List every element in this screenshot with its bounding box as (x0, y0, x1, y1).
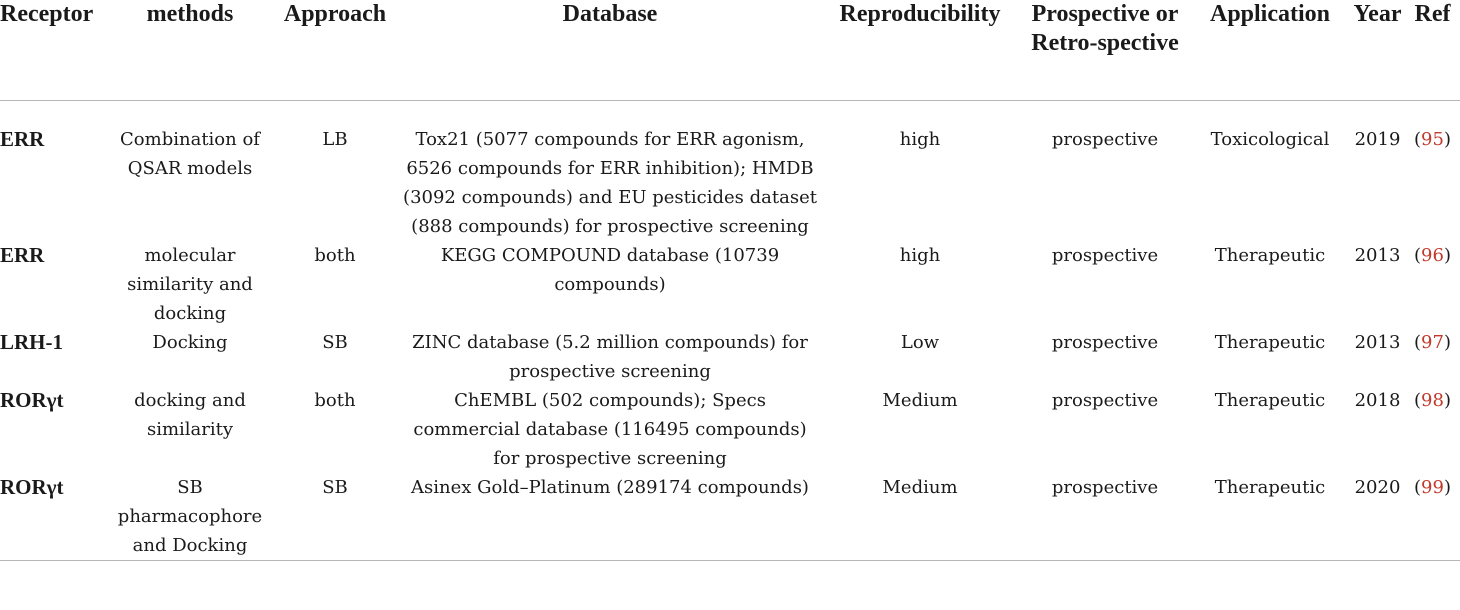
cell-ref: (99) (1405, 473, 1460, 561)
ref-link[interactable]: 96 (1421, 245, 1444, 266)
cell-database: KEGG COMPOUND database (10739 compounds) (440, 245, 780, 295)
header-year: Year (1350, 0, 1405, 101)
cell-application: Therapeutic (1190, 473, 1350, 561)
cell-application: Therapeutic (1214, 390, 1326, 411)
cell-receptor: ERR (0, 127, 45, 151)
table-row (0, 101, 1460, 242)
table-row (0, 386, 1460, 473)
table-row (0, 328, 1460, 386)
cell-reproducibility: high (899, 129, 941, 150)
cell-reproducibility: high (899, 245, 941, 266)
cell-approach: both (314, 245, 356, 266)
cell-prospective: prospective (1051, 129, 1159, 150)
cell-methods: Docking (152, 332, 228, 353)
cell-database: Tox21 (5077 compounds for ERR agonism, 6526 compounds for ERR inhibition); HMDB (3092 compounds) and EU pesticides dataset (888 compounds) for prospective screening (403, 129, 817, 237)
cell-methods: Combination of QSAR models (120, 129, 260, 179)
ref-link[interactable]: 98 (1421, 390, 1444, 411)
cell-prospective: prospective (1051, 332, 1159, 353)
cell-reproducibility: Medium (882, 390, 958, 411)
cell-application: Therapeutic (1214, 245, 1326, 266)
cell-methods: molecular similarity and docking (127, 245, 253, 324)
header-row (0, 0, 1460, 101)
cell-year: 2020 (1350, 473, 1405, 561)
header-application: Application (1190, 0, 1350, 101)
ref-link[interactable]: 97 (1421, 332, 1444, 353)
header-prospective: Prospective or Retro-spective (1020, 0, 1190, 101)
header-methods: methods (110, 0, 270, 101)
cell-database: ChEMBL (502 compounds); Specs commercial database (116495 compounds) for prospective screening (413, 390, 807, 469)
cell-ref: (96) (1414, 245, 1451, 266)
cell-ref: (98) (1414, 390, 1451, 411)
header-reproducibility: Reproducibility (820, 0, 1020, 101)
cell-prospective: prospective (1051, 245, 1159, 266)
cell-approach: SB (270, 473, 400, 561)
header-database: Database (400, 0, 820, 101)
cell-receptor: RORγt (0, 388, 64, 412)
cell-reproducibility: Medium (820, 473, 1020, 561)
cell-methods: docking and similarity (134, 390, 246, 440)
cell-year: 2013 (1354, 245, 1401, 266)
cell-receptor: LRH-1 (0, 330, 63, 354)
cell-year: 2018 (1354, 390, 1401, 411)
table-row (0, 473, 1460, 561)
cell-ref: (97) (1414, 332, 1451, 353)
cell-approach: both (314, 390, 356, 411)
cell-application: Therapeutic (1214, 332, 1326, 353)
header-approach: Approach (270, 0, 400, 101)
cell-reproducibility: Low (900, 332, 940, 353)
cell-ref: (95) (1414, 129, 1451, 150)
cell-application: Toxicological (1210, 129, 1330, 150)
cell-database: ZINC database (5.2 million compounds) for prospective screening (412, 332, 808, 382)
cell-receptor: RORγt (0, 473, 110, 561)
cell-methods: SB pharmacophore and Docking (110, 473, 270, 561)
cell-receptor: ERR (0, 243, 45, 267)
header-receptor: Receptor (0, 0, 110, 101)
cell-prospective: prospective (1051, 390, 1159, 411)
cell-approach: LB (322, 129, 348, 150)
cell-year: 2019 (1354, 129, 1401, 150)
ref-link[interactable]: 95 (1421, 129, 1444, 150)
cell-year: 2013 (1354, 332, 1401, 353)
cell-approach: SB (322, 332, 348, 353)
table-row (0, 241, 1460, 328)
cell-prospective: prospective (1020, 473, 1190, 561)
header-ref: Ref (1405, 0, 1460, 101)
cell-database: Asinex Gold–Platinum (289174 compounds) (400, 473, 820, 561)
ref-link[interactable]: 99 (1421, 477, 1444, 498)
